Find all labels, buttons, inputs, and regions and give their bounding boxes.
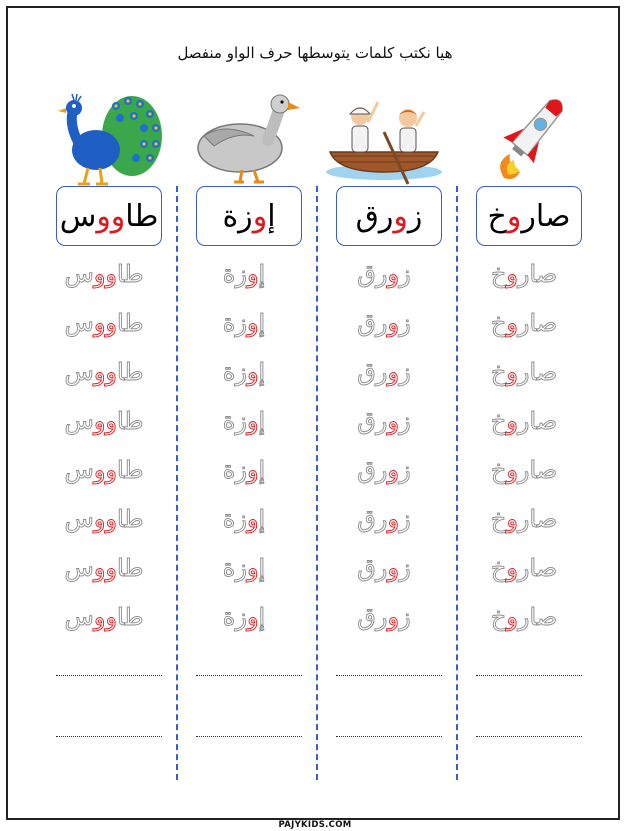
tracing-word[interactable]: طاووس <box>64 358 144 386</box>
tracing-word[interactable]: زورق <box>357 554 411 582</box>
column-divider <box>316 186 318 780</box>
blank-writing-line[interactable] <box>56 736 162 737</box>
word-card: إوزة <box>196 186 302 246</box>
word-card: صاروخ <box>476 186 582 246</box>
blank-writing-line[interactable] <box>196 675 302 676</box>
blank-writing-line[interactable] <box>336 675 442 676</box>
tracing-word[interactable]: صاروخ <box>490 505 558 533</box>
worksheet-title: هيا نكتب كلمات يتوسطها حرف الواو منفصل <box>177 44 453 62</box>
site-footer: PAJYKIDS.COM <box>0 812 630 831</box>
children-rowboat-picture <box>324 92 444 188</box>
tracing-word[interactable]: صاروخ <box>490 358 558 386</box>
tracing-word[interactable]: إوزة <box>222 260 266 288</box>
tracing-word[interactable]: إوزة <box>222 358 266 386</box>
tracing-word[interactable]: صاروخ <box>490 260 558 288</box>
tracing-word[interactable]: صاروخ <box>490 456 558 484</box>
tracing-word[interactable]: صاروخ <box>490 407 558 435</box>
tracing-word[interactable]: زورق <box>357 260 411 288</box>
column-divider <box>176 186 178 780</box>
tracing-word[interactable]: زورق <box>357 358 411 386</box>
peacock-picture <box>44 92 164 188</box>
tracing-word[interactable]: صاروخ <box>490 309 558 337</box>
blank-writing-line[interactable] <box>476 675 582 676</box>
tracing-word[interactable]: إوزة <box>222 554 266 582</box>
tracing-word[interactable]: إوزة <box>222 505 266 533</box>
tracing-word[interactable]: إوزة <box>222 309 266 337</box>
blank-writing-line[interactable] <box>56 675 162 676</box>
blank-writing-line[interactable] <box>336 736 442 737</box>
tracing-word[interactable]: طاووس <box>64 603 144 631</box>
blank-writing-line[interactable] <box>476 736 582 737</box>
column-divider <box>456 186 458 780</box>
tracing-word[interactable]: طاووس <box>64 554 144 582</box>
tracing-word[interactable]: زورق <box>357 603 411 631</box>
word-column-rocket <box>454 0 594 828</box>
word-card: زورق <box>336 186 442 246</box>
blank-writing-line[interactable] <box>196 736 302 737</box>
tracing-word[interactable]: زورق <box>357 505 411 533</box>
rocket-picture <box>464 92 584 188</box>
goose-picture <box>184 92 304 188</box>
tracing-word[interactable]: زورق <box>357 309 411 337</box>
word-column-peacock <box>34 0 174 828</box>
tracing-word[interactable]: صاروخ <box>490 554 558 582</box>
word-column-goose <box>174 0 314 828</box>
tracing-word[interactable]: طاووس <box>64 260 144 288</box>
tracing-word[interactable]: إوزة <box>222 603 266 631</box>
tracing-word[interactable]: طاووس <box>64 456 144 484</box>
tracing-word[interactable]: طاووس <box>64 309 144 337</box>
tracing-word[interactable]: صاروخ <box>490 603 558 631</box>
tracing-word[interactable]: طاووس <box>64 505 144 533</box>
tracing-word[interactable]: طاووس <box>64 407 144 435</box>
tracing-word[interactable]: زورق <box>357 407 411 435</box>
tracing-word[interactable]: إوزة <box>222 407 266 435</box>
word-column-boat <box>314 0 454 828</box>
word-card: طاووس <box>56 186 162 246</box>
tracing-word[interactable]: زورق <box>357 456 411 484</box>
tracing-word[interactable]: إوزة <box>222 456 266 484</box>
